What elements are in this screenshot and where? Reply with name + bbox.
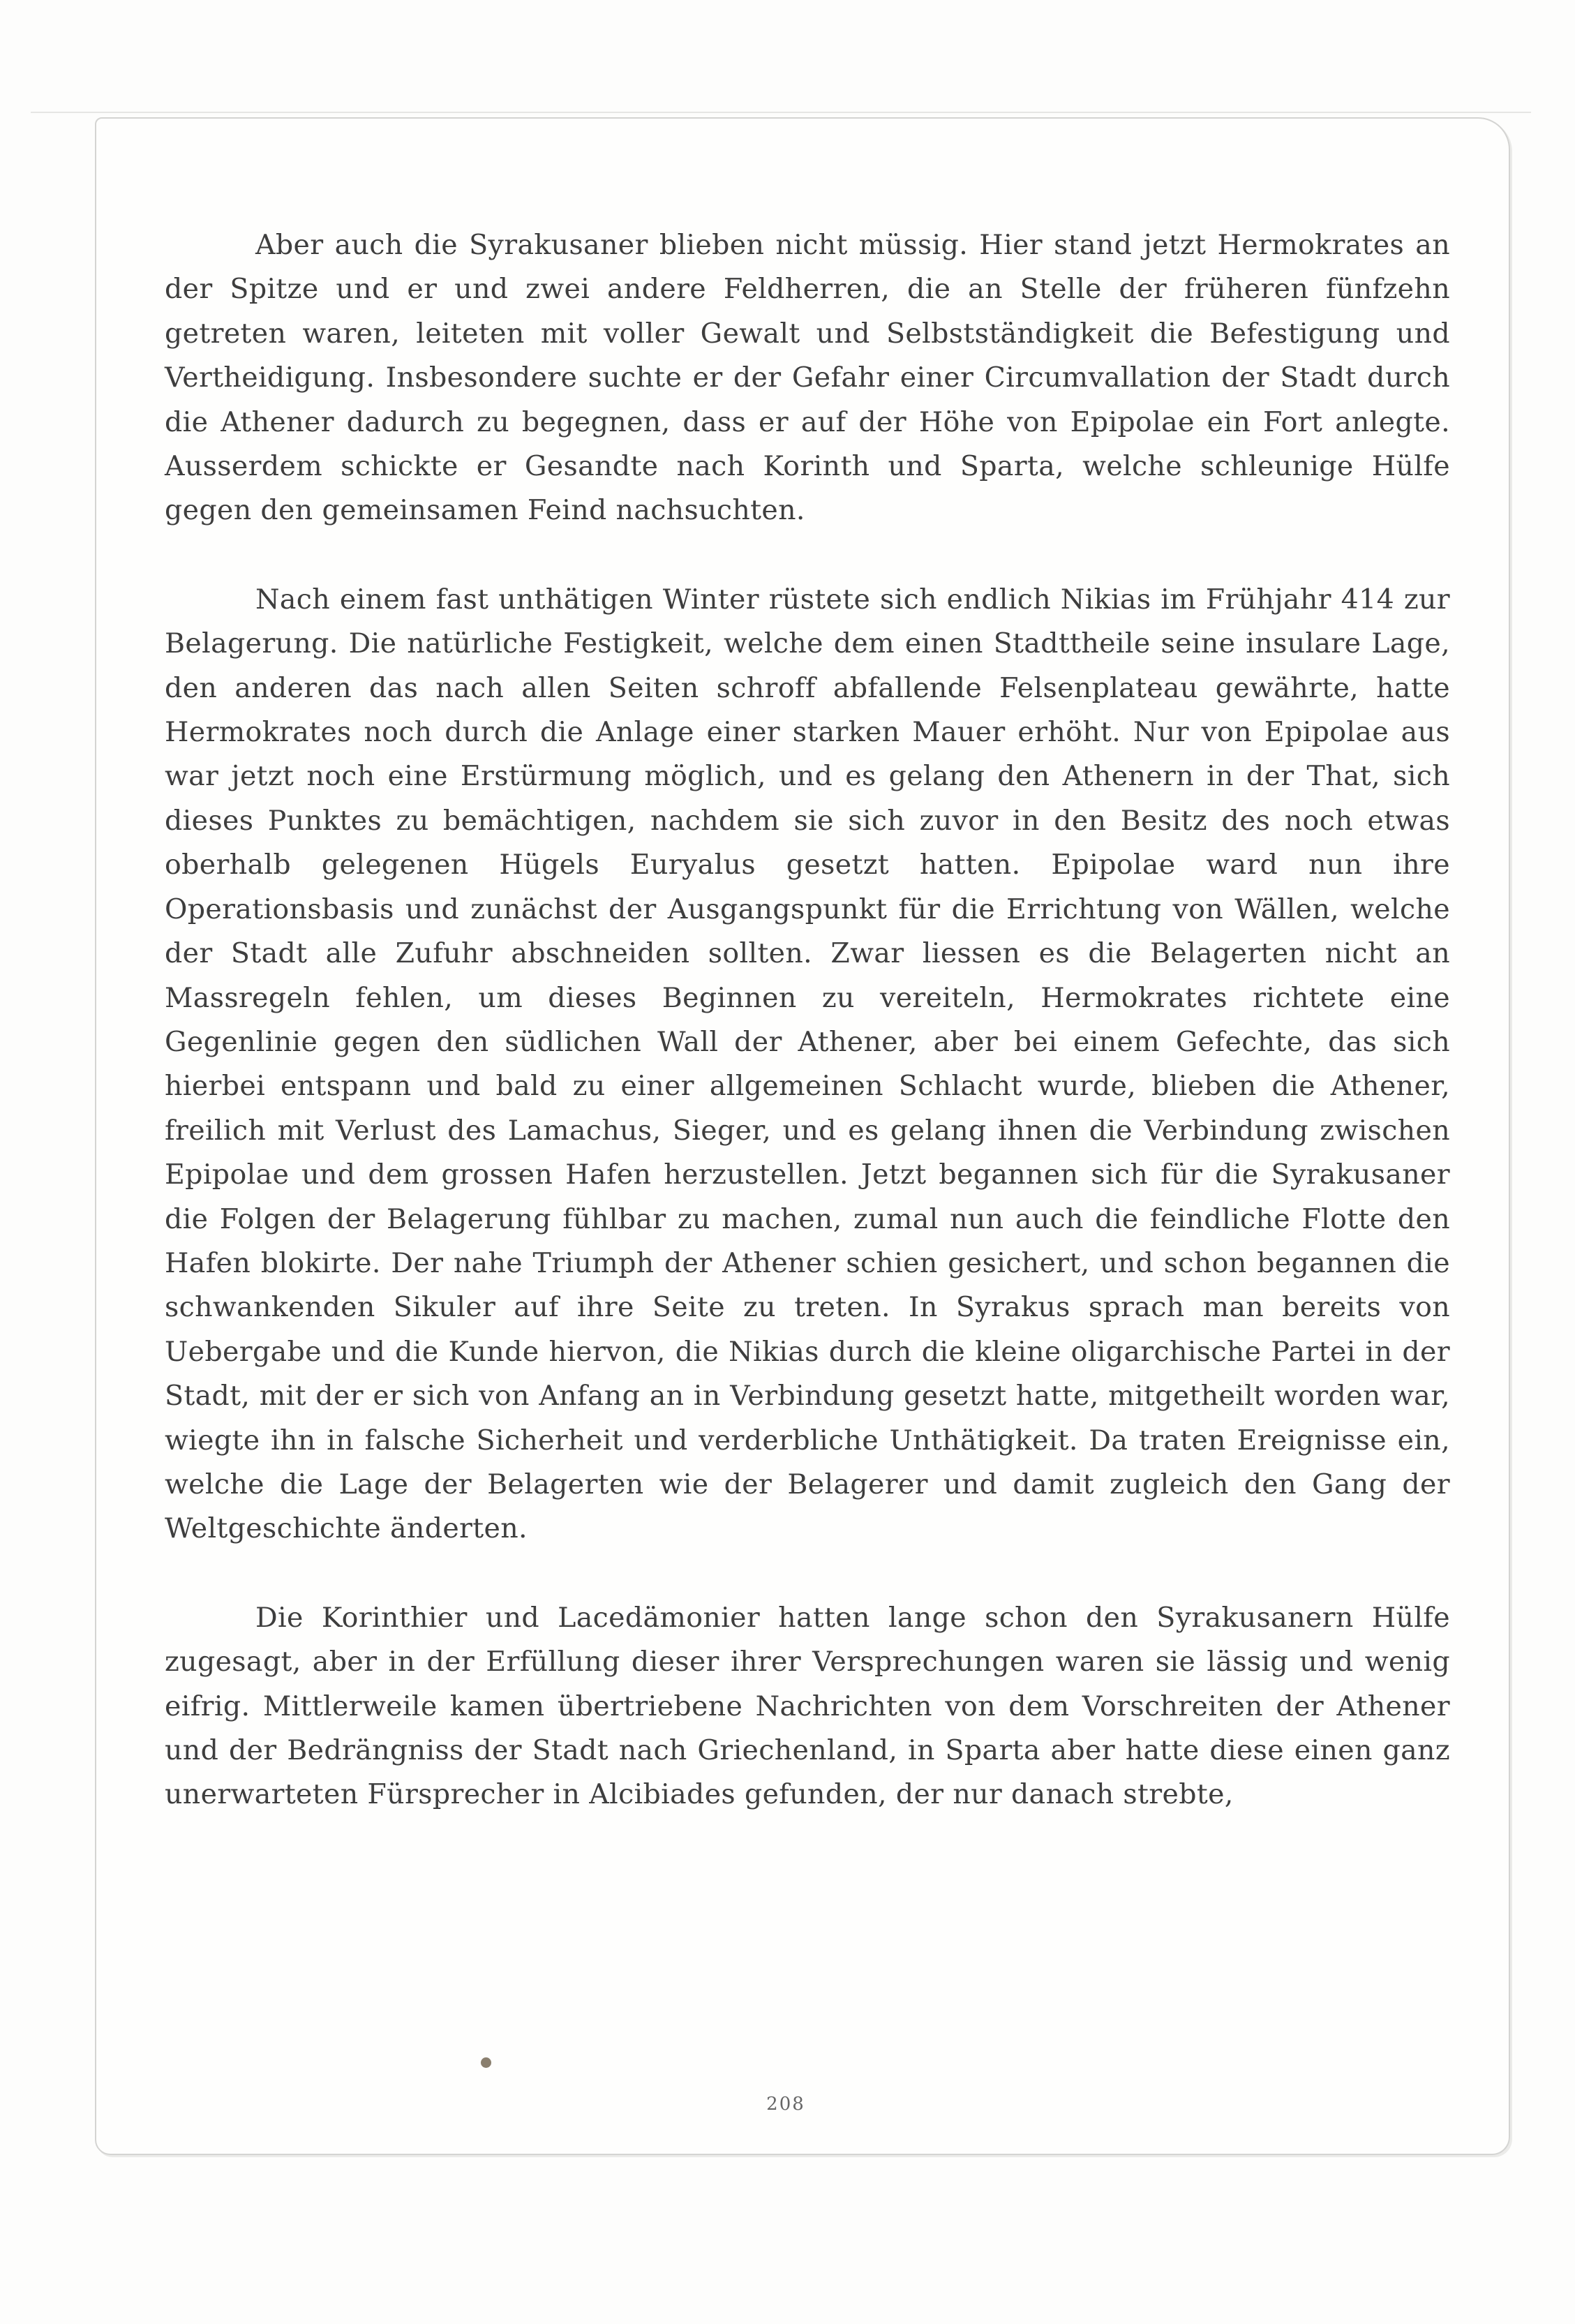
page-edge: [31, 112, 1531, 113]
body-text: [165, 223, 1450, 1817]
paragraph-3: Die Korinthier und Lacedämonier hatten lange schon den Syrakusanern Hülfe zugesagt, aber in der Erfüllung dieser ihrer Versprechungen waren sie lässig und wenig eifrig. Mittlerweile kamen übertriebene Nachrichten von dem Vorschreiten der Athener und der Bedrängniss der Stadt nach Griechenland, in Sparta aber hatte diese einen ganz unerwarteten Fürsprecher in Alcibiades gefunden, der nur danach strebte,: [165, 1601, 1450, 1811]
paragraph-2: Nach einem fast unthätigen Winter rüstete sich endlich Nikias im Frühjahr 414 zur Belagerung. Die natürliche Festigkeit, welche dem einen Stadttheile seine insulare Lage, den anderen das nach allen Seiten schroff abfallende Felsenplateau gewährte, hatte Hermokrates noch durch die Anlage einer starken Mauer erhöht. Nur von Epipolae aus war jetzt noch eine Erstürmung möglich, und es gelang den Athenern in der That, sich dieses Punktes zu bemächtigen, nachdem sie sich zuvor in den Besitz des noch etwas oberhalb gelegenen Hügels Euryalus gesetzt hatten. Epipolae ward nun ihre Operationsbasis und zunächst der Ausgangspunkt für die Errichtung von Wällen, welche der Stadt alle Zufuhr abschneiden sollten. Zwar liessen es die Belagerten nicht an Massregeln fehlen, um dieses Beginnen zu vereiteln, Hermokrates richtete eine Gegenlinie gegen den südlichen Wall der Athener, aber bei einem Gefechte, das sich hierbei entspann und bald zu einer allgemeinen Schlacht wurde, blieben die Athener, freilich mit Verlust des Lamachus, Sieger, und es gelang ihnen die Verbindung zwischen Epipolae und dem grossen Hafen herzustellen. Jetzt begannen sich für die Syrakusaner die Folgen der Belagerung fühlbar zu machen, zumal nun auch die feindliche Flotte den Hafen blokirte. Der nahe Triumph der Athener schien gesichert, und schon begannen die schwankenden Sikuler auf ihre Seite zu treten. In Syrakus sprach man bereits von Uebergabe und die Kunde hiervon, die Nikias durch die kleine oligarchische Partei in der Stadt, mit der er sich von Anfang an in Verbindung gesetzt hatte, mitgetheilt worden war, wiegte ihn in falsche Sicherheit und verderbliche Unthätigkeit. Da traten Ereignisse ein, welche die Lage der Belagerten wie der Belagerer und damit zugleich den Gang der Weltgeschichte änderten.: [165, 583, 1450, 1545]
paragraph-1: Aber auch die Syrakusaner blieben nicht müssig. Hier stand jetzt Hermokrates an der Spitze und er und zwei andere Feldherren, die an Stelle der früheren fünfzehn getreten waren, leiteten mit voller Gewalt und Selbstständigkeit die Befestigung und Vertheidigung. Insbesondere suchte er der Gefahr einer Circumvallation der Stadt durch die Athener dadurch zu begegnen, dass er auf der Höhe von Epipolae ein Fort anlegte. Ausserdem schickte er Gesandte nach Korinth und Sparta, welche schleunige Hülfe gegen den gemeinsamen Feind nachsuchten.: [165, 229, 1450, 527]
ornament-dot-icon: [481, 2057, 491, 2068]
page-number: 208: [766, 2094, 805, 2115]
